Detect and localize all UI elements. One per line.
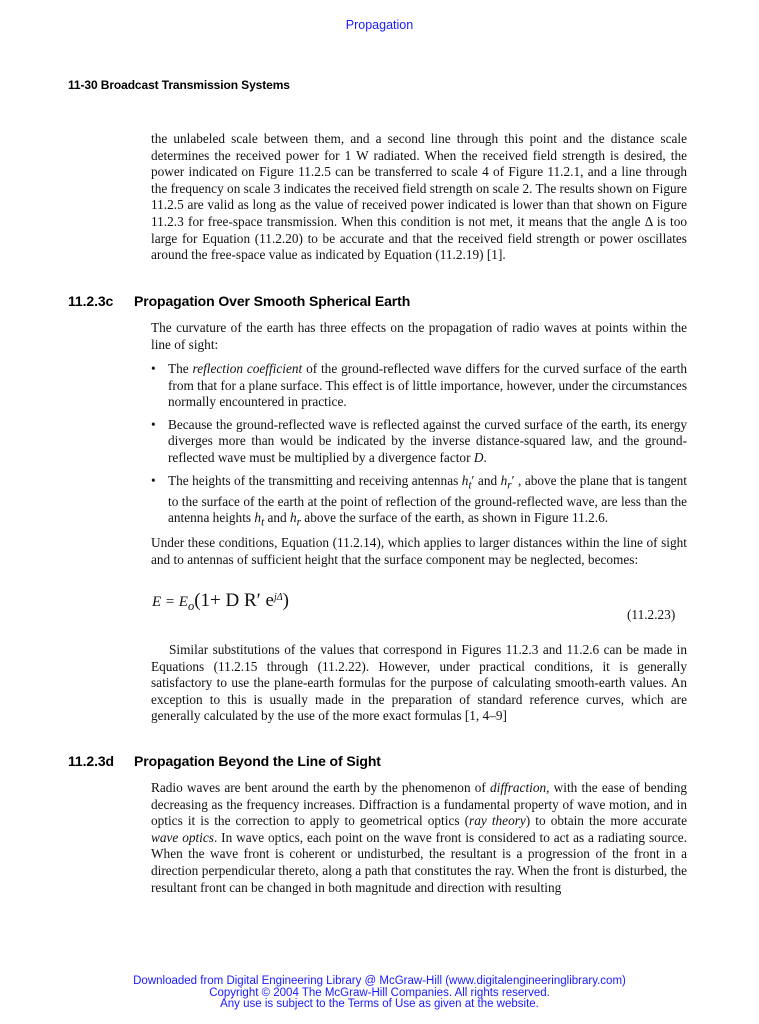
section-d-paragraph: Radio waves are bent around the earth by the phenomenon of diffraction, with the ease of bending decreasing as the frequency increases. Diffraction is a fundamental property of wave motion, and in optics it is the correction to apply to geometrical optics (ray theory) to obtain the more accurate wave optics. In wave optics, each point on the wave front is considered to act as a radiating source. When the wave front is coherent or undisturbed, the resultant is a progression of the front in a direction perpendicular thereto, along a path that constitutes the ray. When the front is disturbed, the resultant front can be changed in both magnitude and direction with resulting xyxy=(151,780,687,895)
bullet-icon: • xyxy=(151,416,156,432)
effects-list xyxy=(151,361,687,538)
list-item: • The reflection coefficient of the ground-reflected wave differs for the curved surface of the earth from that for a plane surface. This effect is of little importance, however, under the circumstances normally encountered in practice. xyxy=(151,361,687,410)
term-reflection-coefficient: reflection coefficient xyxy=(192,361,303,376)
running-head: 11-30 Broadcast Transmission Systems xyxy=(68,78,290,92)
section-number: 11.2.3c xyxy=(68,293,114,309)
section-heading-11-2-3d xyxy=(68,753,381,769)
footer-notice xyxy=(0,976,759,1011)
section-c-closing: Similar substitutions of the values that correspond in Figures 11.2.3 and 11.2.6 can be made in Equations (11.2.15 through (11.2.22). However, under practical conditions, it is generally satisfactory to use the plane-earth formulas for the purpose of calculating smooth-earth values. An exception to this is usually made in the preparation of standard reference curves, which are generally calculated by the use of the more exact formulas [1, 4–9] xyxy=(151,642,687,724)
propagation-link[interactable]: Propagation xyxy=(345,18,414,32)
section-title: Propagation Beyond the Line of Sight xyxy=(134,753,381,769)
section-c-lead: The curvature of the earth has three effects on the propagation of radio waves at points within the line of sight: xyxy=(151,320,687,352)
footer-terms[interactable]: Any use is subject to the Terms of Use as given at the website. xyxy=(220,998,539,1011)
list-item: • The heights of the transmitting and receiving antennas $h_t'$ and $h_r'$ , above the plane that is tangent to the surface of the earth at the point of reflection of the ground-reflected wave, are less than the antenna heights $h_t$ and $h_r$ above the surface of the earth, as shown in Figure 11.2.6. xyxy=(151,472,688,530)
intro-paragraph: the unlabeled scale between them, and a second line through this point and the distance scale determines the received power for 1 W radiated. When the received field strength is desired, the power indicated on Figure 11.2.5 can be transferred to scale 4 of Figure 11.2.1, and a line through the frequency on scale 3 indicates the received field strength on scale 2. The results shown on Figure 11.2.5 are valid as long as the value of received power indicated is lower than that shown on Figure 11.2.3 for free-space transmission. When this condition is not met, it means that the angle Δ is too large for Equation (11.2.20) to be accurate and that the received field strength or power oscillates around the free-space value as indicated by Equation (11.2.19) [1]. xyxy=(151,131,687,263)
list-item: • Because the ground-reflected wave is reflected against the curved surface of the earth, its energy diverges more than would be indicated by the inverse distance-squared law, and the ground-reflected wave must be multiplied by a divergence factor D. xyxy=(151,416,687,465)
footer-link-library[interactable]: Downloaded from Digital Engineering Library @ McGraw-Hill (www.digitalengineeringlibrary.com) xyxy=(133,975,626,987)
equation-number: (11.2.23) xyxy=(627,607,676,622)
bullet-icon: • xyxy=(151,361,156,376)
footer-copyright: Copyright © 2004 The McGraw-Hill Companies. All rights reserved. xyxy=(209,986,550,999)
section-number: 11.2.3d xyxy=(68,753,115,769)
section-c-conditions: Under these conditions, Equation (11.2.14), which applies to larger distances within the line of sight and to antennas of sufficient height that the surface component may be neglected, becomes: xyxy=(151,535,687,567)
section-title: Propagation Over Smooth Spherical Earth xyxy=(134,293,411,309)
bullet-icon: • xyxy=(151,472,156,488)
section-heading-11-2-3c xyxy=(68,293,410,309)
equation-11-2-23: $E = E_o(1+ D$ R′ $e^{j\Delta}$) xyxy=(152,590,289,613)
